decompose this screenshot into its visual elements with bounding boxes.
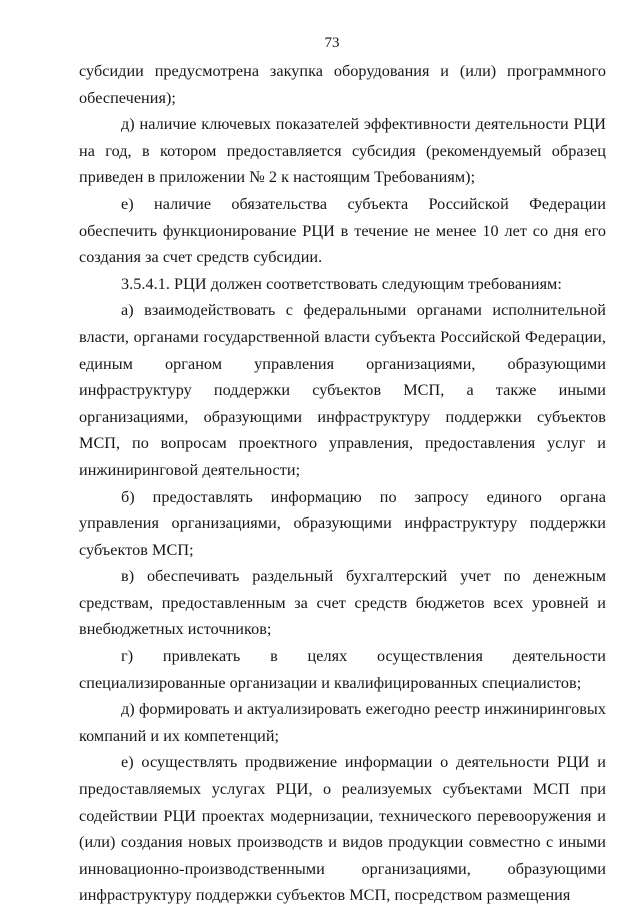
paragraph-requirement-d: д) формировать и актуализировать ежегодно реестр инжиниринговых компаний и их компетенций; bbox=[79, 700, 606, 745]
paragraph-continuation: субсидии предусмотрена закупка оборудования и (или) программного обеспечения); bbox=[79, 62, 606, 107]
page-number: 73 bbox=[324, 35, 340, 51]
paragraph-requirement-g: г) привлекать в целях осуществления деятельности специализированные организации и квалифицированных специалистов; bbox=[79, 647, 606, 692]
paragraph-item-e-obligation: е) наличие обязательства субъекта Российской Федерации обеспечить функционирование РЦИ в течение не менее 10 лет со дня его создания за счет средств субсидии. bbox=[79, 194, 606, 267]
paragraph-requirement-a: а) взаимодействовать с федеральными органами исполнительной власти, органами государственной власти субъекта Российской Федерации, единым органом управления организациями, образующими инфраструктуру поддержки субъектов МСП, а также иными организациями, образующими инфраструктуру поддержки субъектов МСП, по вопросам проектного управления, предоставления услуг и инжиниринговой деятельности; bbox=[79, 301, 606, 479]
paragraph-requirement-e: е) осуществлять продвижение информации о деятельности РЦИ и предоставляемых услугах РЦИ, о реализуемых субъектами МСП при содействии РЦИ проектах модернизации, технического перевооружения и (или) создания новых производств и видов продукции совместно с иными инновационно-производственными организациями, образующими инфраструктуру поддержки субъектов МСП, посредством размещения bbox=[79, 753, 606, 905]
paragraph-section-3-5-4-1: 3.5.4.1. РЦИ должен соответствовать следующим требованиям: bbox=[121, 274, 562, 293]
paragraph-requirement-v: в) обеспечивать раздельный бухгалтерский учет по денежным средствам, предоставленным за счет средств бюджетов всех уровней и внебюджетных источников; bbox=[79, 567, 606, 639]
paragraph-item-d-kpi: д) наличие ключевых показателей эффективности деятельности РЦИ на год, в котором предоставляется субсидия (рекомендуемый образец приведен в приложении № 2 к настоящим Требованиям); bbox=[79, 115, 606, 187]
paragraph-requirement-b: б) предоставлять информацию по запросу единого органа управления организациями, образующими инфраструктуру поддержки субъектов МСП; bbox=[79, 487, 606, 559]
document-body bbox=[79, 58, 606, 909]
